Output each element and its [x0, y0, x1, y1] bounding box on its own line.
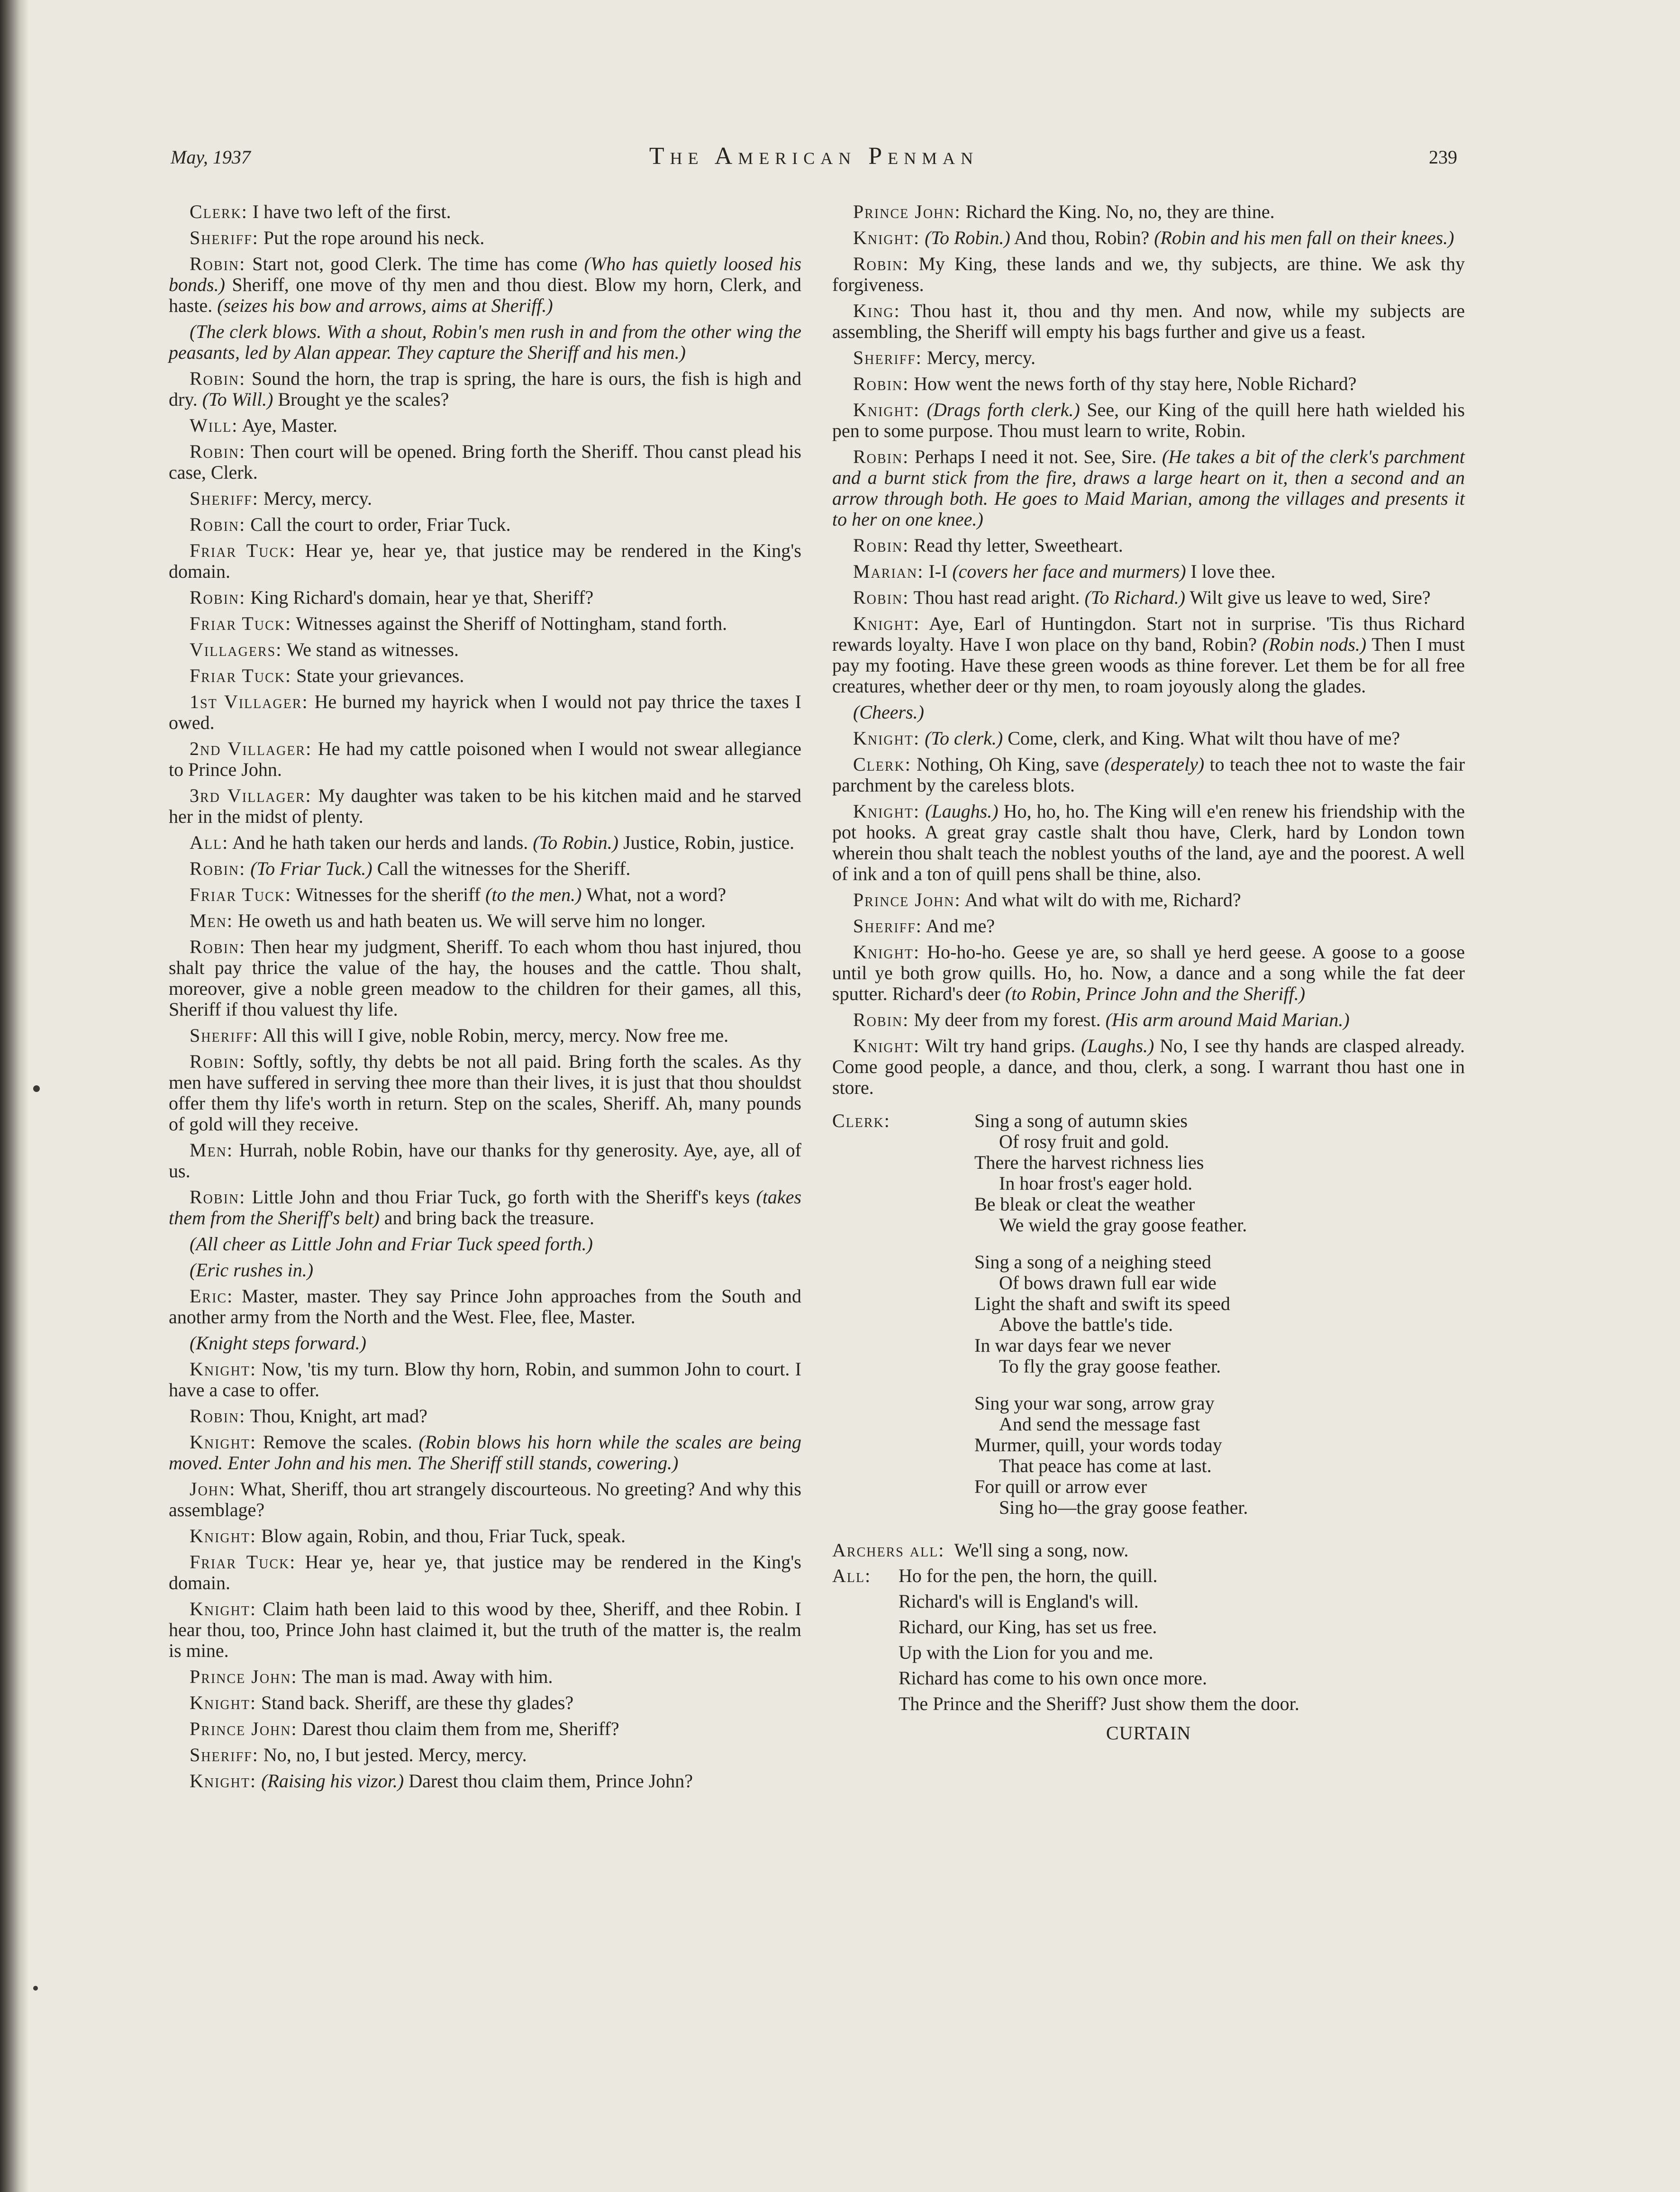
dialogue-line: [832, 942, 1465, 1004]
dialogue-text: I-I: [928, 561, 948, 582]
dialogue-line: [169, 1432, 801, 1473]
speaker-name: Eric:: [190, 1285, 234, 1307]
dialogue-line: [169, 1187, 801, 1228]
dialogue-line: [832, 754, 1465, 796]
dialogue-text: Witnesses against the Sheriff of Nottingham, stand forth.: [296, 613, 727, 634]
dialogue-line: [169, 785, 801, 827]
speaker-name: Clerk:: [853, 754, 911, 775]
speaker-name: Robin:: [190, 858, 246, 879]
speaker-name: Knight:: [853, 613, 920, 634]
speaker-name: Knight:: [853, 399, 920, 420]
speaker-name: King:: [853, 300, 900, 321]
dialogue-line: [832, 400, 1465, 441]
dialogue-line: [169, 254, 801, 316]
speaker-name: Villagers:: [190, 639, 282, 660]
dialogue-line: [169, 540, 801, 582]
speaker-name: Knight:: [853, 1035, 920, 1056]
stage-direction-inline: (To Will.): [202, 389, 273, 410]
dialogue-text: Little John and thou Friar Tuck, go forth with the Sheriff's keys: [252, 1186, 750, 1208]
dialogue-text: Ho, ho, ho. The King will e'en renew his friendship with the pot hooks. A great gray castle shalt thou have, Clerk, hard by London town wherein thou shalt teach the noblest youths of the land, aye and the poorest. A well of ink and a ton of quill pens shall be thine, also.: [832, 800, 1465, 884]
song-line: We wield the gray goose feather.: [999, 1214, 1247, 1236]
dialogue-line: [169, 1286, 801, 1328]
dialogue-text: And thou, Robin?: [1014, 227, 1150, 248]
archers-text: We'll sing a song, now.: [954, 1539, 1129, 1561]
dialogue-line: [169, 1771, 801, 1792]
dialogue-text: Then hear my judgment, Sheriff. To each whom thou hast injured, thou shalt pay thrice the value of the hay, the houses and the cattle. Thou shalt, moreover, give a noble green meadow to the children for their games, all this, Sheriff if thou valuest thy life.: [169, 936, 802, 1020]
dialogue-text: Aye, Master.: [242, 415, 338, 436]
dialogue-line: [169, 884, 801, 905]
dialogue-text: The man is mad. Away with him.: [301, 1666, 553, 1687]
song-line: Murmer, quill, your words today: [974, 1434, 1222, 1455]
dialogue-text: Blow again, Robin, and thou, Friar Tuck, speak.: [261, 1525, 626, 1546]
dialogue-line: [169, 1745, 801, 1765]
dialogue-line: [169, 1692, 801, 1713]
left-column: [169, 201, 801, 1797]
dialogue-text: Darest thou claim them, Prince John?: [409, 1770, 693, 1792]
dialogue-line: [169, 691, 801, 733]
song-speaker: Clerk:: [832, 1110, 890, 1131]
book-spine-shadow: [0, 0, 28, 2192]
archers-line: [832, 1540, 1465, 1561]
song-line: Above the battle's tide.: [999, 1314, 1173, 1335]
dialogue-text: Thou hast read aright.: [913, 587, 1080, 608]
speaker-name: Friar Tuck:: [190, 1551, 296, 1573]
dialogue-line: [169, 415, 801, 436]
chorus-line: Richard's will is England's will.: [899, 1591, 1139, 1612]
speaker-name: Sheriff:: [190, 1744, 259, 1765]
stage-direction-inline: (His arm around Maid Marian.): [1105, 1009, 1350, 1030]
chorus-line: Richard, our King, has set us free.: [899, 1616, 1157, 1637]
dialogue-line: [832, 801, 1465, 884]
chorus-line: Ho for the pen, the horn, the quill.: [899, 1565, 1158, 1586]
song-stanza: [974, 1110, 1465, 1236]
dialogue-text: Brought ye the scales?: [278, 389, 449, 410]
stage-direction-inline: (desperately): [1104, 754, 1205, 775]
dialogue-text: Call the court to order, Friar Tuck.: [250, 514, 511, 535]
stage-direction-inline: (to the men.): [485, 884, 582, 905]
stage-direction-inline: (To Richard.): [1084, 587, 1186, 608]
speaker-name: Robin:: [190, 587, 246, 608]
right-column: [832, 201, 1465, 1744]
song-line: In hoar frost's eager hold.: [999, 1173, 1193, 1194]
song-line: Sing your war song, arrow gray: [974, 1392, 1215, 1414]
stage-direction: (All cheer as Little John and Friar Tuck speed forth.): [190, 1233, 593, 1255]
stage-direction-inline: (Robin blows his horn while the scales are being moved. Enter John and his men. The Sheriff still stands, cowering.): [169, 1431, 801, 1473]
dialogue-line: [169, 639, 801, 660]
dialogue-line: [832, 587, 1465, 608]
right-dialogue: [832, 201, 1465, 1098]
speaker-name: Prince John:: [853, 201, 961, 222]
dialogue-line: [832, 561, 1465, 582]
dialogue-line: [832, 1010, 1465, 1030]
dialogue-line: [832, 1036, 1465, 1098]
song-stanza: [974, 1393, 1465, 1518]
chorus-speaker: All:: [832, 1565, 872, 1586]
dialogue-text: Darest thou claim them from me, Sheriff?: [302, 1718, 619, 1739]
speaker-name: Friar Tuck:: [190, 665, 292, 686]
dialogue-line: [169, 665, 801, 686]
song-line: Sing a song of a neighing steed: [974, 1251, 1211, 1273]
dialogue-text: Remove the scales.: [263, 1431, 412, 1453]
stage-direction-inline: (seizes his bow and arrows, aims at Sheriff.): [217, 295, 553, 316]
dialogue-text: All this will I give, noble Robin, mercy, mercy. Now free me.: [262, 1025, 729, 1046]
speaker-name: Friar Tuck:: [190, 613, 292, 634]
clerk-song: [832, 1110, 1465, 1534]
speaker-name: Men:: [190, 910, 234, 931]
dialogue-line: [832, 535, 1465, 556]
stage-direction-inline: (takes them from the Sheriff's belt): [169, 1186, 802, 1228]
speaker-name: Knight:: [853, 227, 920, 248]
speaker-name: Robin:: [190, 441, 246, 462]
dialogue-line: [169, 738, 801, 780]
speaker-name: Robin:: [190, 1051, 246, 1072]
dialogue-text: Mercy, mercy.: [263, 488, 372, 509]
dialogue-line: [169, 488, 801, 509]
dialogue-line: [169, 441, 801, 483]
dialogue-line: [169, 1406, 801, 1427]
dialogue-line: [169, 1051, 801, 1135]
stage-direction-inline: (To Robin.): [925, 227, 1010, 248]
dialogue-text: Softly, softly, thy debts be not all paid. Bring forth the scales. As thy men have suffered in serving thee more than their lives, it is just that thou shouldst offer them thy life's worth in return. Step on the scales, Sheriff. Ah, many pounds of gold will they receive.: [169, 1051, 802, 1135]
header-date: May, 1937: [171, 146, 251, 168]
dialogue-text: Aye, Earl of Huntingdon. Start not in surprise. 'Tis thus Richard rewards loyalty. Have I won place on thy band, Robin?: [832, 613, 1465, 655]
dialogue-text: My daughter was taken to be his kitchen maid and he starved her in the midst of plenty.: [169, 785, 801, 827]
dialogue-text: Call the witnesses for the Sheriff.: [377, 858, 631, 879]
curtain-label: CURTAIN: [1106, 1722, 1191, 1744]
chorus-first-line: [832, 1565, 1465, 1586]
song-line: For quill or arrow ever: [974, 1476, 1147, 1497]
dialogue-line: [832, 890, 1465, 910]
dialogue-text: And me?: [926, 915, 995, 937]
speaker-name: Prince John:: [190, 1718, 298, 1739]
dialogue-line: [832, 916, 1465, 937]
speaker-name: Sheriff:: [853, 915, 922, 937]
dialogue-text: Thou hast it, thou and thy men. And now, while my subjects are assembling, the Sheriff will empty his bags further and give us a feast.: [832, 300, 1465, 342]
speaker-name: Robin:: [190, 368, 246, 389]
speaker-name: Robin:: [190, 1186, 246, 1208]
song-stanza: [974, 1252, 1465, 1377]
dialogue-text: And what wilt do with me, Richard?: [964, 889, 1241, 910]
stage-direction-inline: (To Friar Tuck.): [250, 858, 372, 879]
dialogue-text: How went the news forth of thy stay here, Noble Richard?: [914, 373, 1357, 394]
dialogue-line: [169, 613, 801, 634]
stage-direction: (Cheers.): [853, 701, 924, 723]
stage-direction-inline: (to Robin, Prince John and the Sheriff.): [1005, 983, 1306, 1004]
dialogue-line: [169, 1599, 801, 1661]
dialogue-text: See, our King of the quill here hath wielded his pen to some purpose. Thou must learn to write, Robin.: [832, 399, 1465, 441]
dialogue-line: [832, 347, 1465, 368]
dialogue-text: No, I see thy hands are clasped already. Come good people, a dance, and thou, clerk, a song. I warrant thou hast one in store.: [832, 1035, 1465, 1098]
dialogue-text: Justice, Robin, justice.: [623, 832, 795, 853]
margin-speck: [33, 1085, 40, 1092]
dialogue-text: and bring back the treasure.: [384, 1207, 594, 1228]
dialogue-text: And he hath taken our herds and lands.: [232, 832, 528, 853]
dialogue-text: He burned my hayrick when I would not pay thrice the taxes I owed.: [169, 691, 801, 733]
dialogue-text: Mercy, mercy.: [926, 347, 1035, 368]
song-line: There the harvest richness lies: [974, 1152, 1204, 1173]
speaker-name: Knight:: [190, 1770, 257, 1792]
speaker-name: Sheriff:: [190, 227, 259, 248]
speaker-name: All:: [190, 832, 229, 853]
dialogue-line: [169, 1025, 801, 1046]
stage-direction-inline: (Drags forth clerk.): [926, 399, 1080, 420]
dialogue-text: Hear ye, hear ye, that justice may be rendered in the King's domain.: [169, 540, 801, 582]
speaker-name: Sheriff:: [853, 347, 922, 368]
dialogue-text: Then I must pay my footing. Have these green woods as thine forever. Let them be for all free creatures, whether deer or thy men, to roam joyously along the glades.: [832, 634, 1465, 697]
dialogue-text: Nothing, Oh King, save: [917, 754, 1099, 775]
dialogue-text: Witnesses for the sheriff: [296, 884, 481, 905]
song-line: Light the shaft and swift its speed: [974, 1293, 1230, 1314]
stage-direction: (The clerk blows. With a shout, Robin's men rush in and from the other wing the peasants, led by Alan appear. They capture the Sheriff and his men.): [169, 321, 801, 363]
final-chorus: [832, 1565, 1465, 1714]
speaker-name: Knight:: [853, 941, 920, 963]
dialogue-text: He oweth us and hath beaten us. We will serve him no longer.: [238, 910, 706, 931]
speaker-name: Robin:: [853, 1009, 909, 1030]
dialogue-text: Master, master. They say Prince John approaches from the South and another army from the North and the West. Flee, flee, Master.: [169, 1285, 802, 1328]
speaker-name: Robin:: [853, 587, 909, 608]
dialogue-line: [169, 910, 801, 931]
dialogue-text: My deer from my forest.: [914, 1009, 1101, 1030]
speaker-name: Knight:: [853, 800, 920, 822]
dialogue-text: He had my cattle poisoned when I would not swear allegiance to Prince John.: [169, 738, 801, 780]
speaker-name: Robin:: [853, 373, 909, 394]
speaker-name: Robin:: [853, 446, 909, 467]
stage-direction-inline: (Robin and his men fall on their knees.): [1154, 227, 1454, 248]
stage-direction-inline: (Who has quietly loosed his bonds.): [169, 253, 802, 295]
speaker-name: Knight:: [853, 728, 920, 749]
speaker-name: Knight:: [190, 1431, 257, 1453]
speaker-name: John:: [190, 1478, 236, 1500]
dialogue-line: [169, 858, 801, 879]
dialogue-text: to teach thee not to waste the fair parchment by the careless blots.: [832, 754, 1465, 796]
dialogue-text: Stand back. Sheriff, are these thy glades?: [261, 1692, 574, 1713]
speaker-name: Prince John:: [190, 1666, 298, 1687]
dialogue-line: [832, 300, 1465, 342]
dialogue-line: [169, 1552, 801, 1593]
dialogue-text: Hear ye, hear ye, that justice may be rendered in the King's domain.: [169, 1551, 801, 1593]
dialogue-line: [832, 728, 1465, 749]
dialogue-text: Hurrah, noble Robin, have our thanks for thy generosity. Aye, aye, all of us.: [169, 1139, 801, 1182]
dialogue-text: No, no, I but jested. Mercy, mercy.: [263, 1744, 527, 1765]
dialogue-line: [169, 937, 801, 1020]
dialogue-text: King Richard's domain, hear ye that, Sheriff?: [250, 587, 594, 608]
dialogue-text: Perhaps I need it not. See, Sire.: [914, 446, 1157, 467]
dialogue-text: Thou, Knight, art mad?: [250, 1405, 427, 1427]
dialogue-text: Put the rope around his neck.: [263, 227, 485, 248]
speaker-name: Robin:: [853, 535, 909, 556]
stage-direction-inline: (covers her face and murmers): [952, 561, 1186, 582]
stage-direction-inline: (Laughs.): [925, 800, 999, 822]
speaker-name: Will:: [190, 415, 238, 436]
stage-direction-inline: (To clerk.): [925, 728, 1003, 749]
song-line: Of bows drawn full ear wide: [999, 1272, 1217, 1293]
dialogue-text: My King, these lands and we, thy subjects, are thine. We ask thy forgiveness.: [832, 253, 1465, 295]
stage-direction: (Eric rushes in.): [190, 1259, 314, 1281]
dialogue-line: [832, 201, 1465, 222]
dialogue-text: Sheriff, one move of thy men and thou diest. Blow my horn, Clerk, and haste.: [169, 274, 802, 316]
running-header: [171, 142, 1457, 180]
dialogue-line: [169, 201, 801, 222]
song-line: Sing ho—the gray goose feather.: [999, 1497, 1248, 1518]
speaker-name: Clerk:: [190, 201, 248, 222]
dialogue-line: [832, 613, 1465, 697]
dialogue-line: [169, 587, 801, 608]
page-number: 239: [1429, 146, 1457, 168]
archers-speaker: Archers all:: [832, 1539, 945, 1561]
stage-direction: (Knight steps forward.): [190, 1332, 366, 1354]
dialogue-text: Claim hath been laid to this wood by thee, Sheriff, and thee Robin. I hear thou, too, Prince John hast claimed it, but the truth of the matter is, the realm is mine.: [169, 1598, 802, 1661]
dialogue-line: [169, 832, 801, 853]
speaker-name: Marian:: [853, 561, 924, 582]
dialogue-line: [169, 1526, 801, 1546]
song-line: In war days fear we never: [974, 1335, 1171, 1356]
chorus-line: Up with the Lion for you and me.: [899, 1642, 1153, 1663]
song-line: And send the message fast: [999, 1413, 1200, 1435]
dialogue-text: Ho-ho-ho. Geese ye are, so shall ye herd geese. A goose to a goose until ye both grow quills. Ho, ho. Now, a dance and a song while the fat deer sputter. Richard's deer: [832, 941, 1465, 1004]
dialogue-text: Start not, good Clerk. The time has come: [252, 253, 578, 274]
speaker-name: Robin:: [190, 936, 246, 957]
dialogue-line: [832, 446, 1465, 530]
dialogue-text: I have two left of the first.: [252, 201, 451, 222]
speaker-name: 1st Villager:: [190, 691, 309, 712]
margin-speck: [33, 1986, 38, 1991]
dialogue-line: [169, 368, 801, 410]
dialogue-line: [169, 514, 801, 535]
dialogue-text: What, not a word?: [586, 884, 726, 905]
dialogue-text: Now, 'tis my turn. Blow thy horn, Robin, and summon John to court. I have a case to offer.: [169, 1358, 802, 1401]
dialogue-line: [832, 227, 1465, 248]
stage-direction-inline: (He takes a bit of the clerk's parchment and a burnt stick from the fire, draws a large heart on it, then a second and an arrow through both. He goes to Maid Marian, among the villages and presents it to her on one knee.): [832, 446, 1465, 530]
song-line: Be bleak or cleat the weather: [974, 1193, 1195, 1215]
stage-direction-inline: (To Robin.): [533, 832, 619, 853]
dialogue-text: Sound the horn, the trap is spring, the hare is ours, the fish is high and dry.: [169, 368, 802, 410]
dialogue-text: Then court will be opened. Bring forth the Sheriff. Thou canst plead his case, Clerk.: [169, 441, 802, 483]
dialogue-text: Richard the King. No, no, they are thine.: [965, 201, 1275, 222]
chorus-line: The Prince and the Sheriff? Just show them the door.: [899, 1693, 1299, 1714]
dialogue-text: State your grievances.: [296, 665, 464, 686]
dialogue-text: What, Sheriff, thou art strangely discourteous. No greeting? And why this assemblage?: [169, 1478, 802, 1520]
speaker-name: Robin:: [853, 253, 909, 274]
speaker-name: Friar Tuck:: [190, 540, 296, 561]
speaker-name: Knight:: [190, 1692, 257, 1713]
speaker-name: Prince John:: [853, 889, 961, 910]
dialogue-line: [832, 254, 1465, 295]
song-line: Of rosy fruit and gold.: [999, 1131, 1169, 1152]
dialogue-line: [169, 1719, 801, 1739]
dialogue-line: [169, 1479, 801, 1520]
speaker-name: Robin:: [190, 1405, 246, 1427]
speaker-name: Friar Tuck:: [190, 884, 292, 905]
dialogue-line: [169, 227, 801, 248]
song-line: Sing a song of autumn skies: [974, 1110, 1188, 1131]
dialogue-line: [832, 373, 1465, 394]
speaker-name: 2nd Villager:: [190, 738, 312, 759]
speaker-name: Knight:: [190, 1598, 257, 1619]
speaker-name: 3rd Villager:: [190, 785, 312, 806]
speaker-name: Robin:: [190, 514, 246, 535]
stage-direction-inline: (Robin nods.): [1262, 634, 1367, 655]
speaker-name: Robin:: [190, 253, 246, 274]
song-line: To fly the gray goose feather.: [999, 1355, 1221, 1377]
song-verses: [974, 1110, 1465, 1534]
dialogue-line: [169, 1666, 801, 1687]
dialogue-text: Read thy letter, Sweetheart.: [914, 535, 1123, 556]
dialogue-line: [169, 1140, 801, 1182]
stage-direction-inline: (Laughs.): [1081, 1035, 1154, 1056]
publication-title: The American Penman: [649, 143, 979, 170]
dialogue-text: Wilt give us leave to wed, Sire?: [1190, 587, 1431, 608]
speaker-name: Men:: [190, 1139, 234, 1161]
chorus-line: Richard has come to his own once more.: [899, 1667, 1207, 1689]
stage-direction-inline: (Raising his vizor.): [261, 1770, 404, 1792]
dialogue-text: Wilt try hand grips.: [925, 1035, 1076, 1056]
dialogue-text: We stand as witnesses.: [286, 639, 459, 660]
speaker-name: Knight:: [190, 1525, 257, 1546]
speaker-name: Sheriff:: [190, 1025, 259, 1046]
speaker-name: Knight:: [190, 1358, 257, 1380]
song-line: That peace has come at last.: [999, 1455, 1212, 1476]
dialogue-line: [169, 1359, 801, 1401]
dialogue-text: Come, clerk, and King. What wilt thou have of me?: [1008, 728, 1400, 749]
speaker-name: Sheriff:: [190, 488, 259, 509]
dialogue-text: I love thee.: [1190, 561, 1276, 582]
